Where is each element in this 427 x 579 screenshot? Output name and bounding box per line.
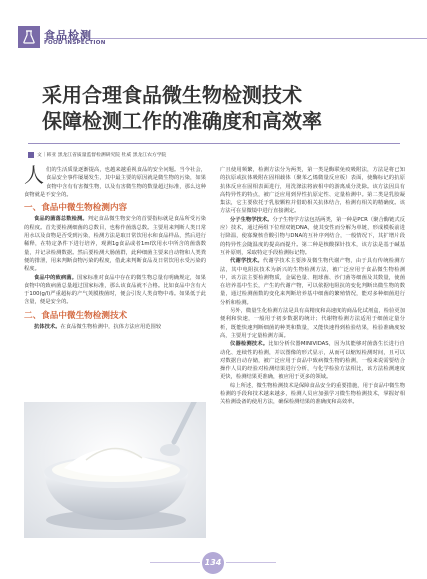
flask-icon xyxy=(21,29,37,45)
section-heading-2: 二、食品中微生物检测技术 xyxy=(24,310,128,321)
intro-paragraph: 人们的生活质量逐渐提高，也越来越重视食品的安全问题。当今社会，食品安全事件屡屡发生，其中最主要的原因就是微生物的污染，如果食物中含有有害微生物，以及有害微生物的数量超过标准，那么这种食物就是不安全的。 xyxy=(24,163,206,198)
page-number: 134 xyxy=(202,552,224,574)
paragraph-conclusion: 综上所述，微生物检测技术是保障食品安全的重要措施，用于食品中微生物检测的手段和技术越来越多，检测人员应加强学习微生物检测技术，掌握好相关检测设备的使用方法，确保检测结果的准确度和高效率。 xyxy=(220,382,405,406)
paragraph-colony-count: 食品的菌落总数检测。判定食品微生物安全的首要指标就是食品所受污染的程度。首先要检测细菌的总数目，也称作菌落总数。主要用来判断人类日常用水以及食物是否受到污染，检测方法是取日常饮用水和食品样品，然后进行稀释，在特定条件下进行培养，观测1g食品或者1ml饮用水中所含的菌落数量，并记录检测数据。然后要检测大肠菌群，此种细菌主要来自动物和人类粪便的排泄，用来判断食物污染的程度，借此来判断食品及日常饮用水受污染的程度。 xyxy=(24,216,206,273)
paragraph-antibody: 抗体技术。在食品微生物检测中，抗体方法应用范围较 xyxy=(34,324,162,331)
title-divider xyxy=(28,143,400,144)
footer-line-right xyxy=(226,562,276,563)
right-column xyxy=(220,166,405,407)
article-title-line2: 保障检测工作的准确度和高效率 xyxy=(42,109,322,133)
section-logo-block xyxy=(18,26,40,48)
yogurt-bowl-image xyxy=(24,402,206,538)
left-column xyxy=(24,163,206,331)
section-subtitle: FOOD INSPECTION xyxy=(44,40,106,46)
section-heading-1: 一、食品中微生物检测内容 xyxy=(24,203,128,214)
section-title: 食品检测 xyxy=(44,29,92,42)
paragraph-instrument: 仪器检测技术。比如分析仪器MINIVIDAS，因为其能够对菌落生长进行自动化、连续性的检测，并以图像的形式显示，从而可以缩短检测时间，且可以对数据自动存储，被广泛应用于食品中致病微生物的检测，一般来说需要结合操作人员的经验对检测结果进行分析，与化学检验方法相比，该方法检测速度更快，检测结果更准确，被应用于更多的领域。 xyxy=(220,341,405,381)
header-divider xyxy=(44,38,427,39)
yogurt-photo xyxy=(24,402,206,538)
paragraph-molecular: 分子生物学技术。分子生物学方法包括两类，第一种是PCR（聚合酶链式反应）技术，通过两组下位理双链DNA，使其变性而分解为单链，形成模板前进行降温，使寡聚核苷酸引物与DNA的互补序列结合，一般情况下，其扩增片段的特异性会随温度的提高而提升。第二种是核酸探针技术，该方法是基于碱基互补原则，采取特定手段检测标记物。 xyxy=(220,216,405,256)
paragraph-metabolic: 代谢学技术。代谢学技术主要涉及微生物代谢产物，由于具有传统检测方法，其中电阻抗技术为新兴的生物检测方法，被广泛应用于食品微生物检测中，该方法主要检测物质，金属色量、粗球菌、沙门菌等细菌及其数量，使菌在培养基中生长，产生的代谢产物，可以依据电阻抗的变化判断出微生物的数量，通过检测菌数的变化来判断培养基中细菌的繁殖情况，能对多种细菌进行分析和检测。 xyxy=(220,258,405,306)
paragraph-pathogen: 食品中的致病菌。国家标准对食品中存在的微生物总量有明确规定，如果食物中的致病菌总量超过国家标准，那么该食品就不合格。比如食品中含有大于100(g/l)严重超标的产气荚膜梭菌时，便会引发人类食物中毒。如果低于此含量，便是安全的。 xyxy=(24,274,206,306)
byline-text: 文｜韩亚 黑龙江省质量监督检测研究院 牡威 黑龙江农方学院 xyxy=(37,153,167,158)
paragraph-biochemical: 另外，微量生化检测方法是具有高精度和高速度的商品化试剂盒，检验更加便利和快速，一般用于初步数据的统计；代谢物检测方法适用于细菌定量分析，既能快速判断细菌的种类和数量，又能快速得到检验结果，检验准确度较高，主要用于定量检测方面。 xyxy=(220,308,405,339)
footer-line-left xyxy=(150,562,200,563)
dropcap: 人 xyxy=(24,163,44,187)
byline-marker-icon xyxy=(28,152,34,158)
article-title-line1: 采用合理食品微生物检测技术 xyxy=(42,83,302,107)
paragraph-antibody-cont: 广且使用频繁，检测方法分为两类，第一类是酶联免疫吸附法，方法是将已知的抗原或抗体吸附在固相载体（聚苯乙烯微量反应板）表面，使酶标记的抗原抗体反应在固相表面进行，用洗涤法将液相中的游离成分洗除。该方法因具有高特异性的特点，被广泛应用到异性抗原定性、定量检测中。第二类是乳胶凝集法，它主要依托于乳胶颗粒并借助相关抗体结合，检测有相关的精确度。该方法可在显微镜中进行直接测定。 xyxy=(220,167,405,215)
byline xyxy=(28,151,166,158)
